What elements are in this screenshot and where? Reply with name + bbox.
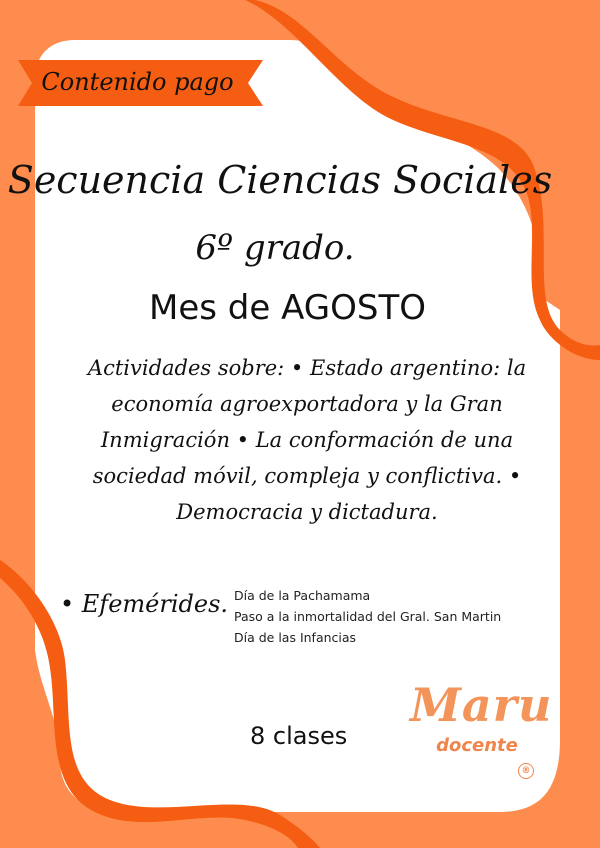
efemeride-item: Día de la Pachamama bbox=[234, 588, 371, 603]
logo-docente-text: docente bbox=[436, 735, 518, 756]
logo-maru-text: Maru bbox=[410, 678, 553, 732]
registered-mark-icon: ® bbox=[518, 763, 534, 779]
efemerides-list bbox=[234, 585, 501, 648]
efemeride-item: Día de las Infancias bbox=[234, 630, 357, 645]
paid-content-banner: Contenido pago bbox=[41, 68, 234, 96]
efemerides-label: • Efemérides. bbox=[60, 590, 229, 618]
class-count: 8 clases bbox=[250, 722, 348, 750]
grade-title: 6º grado. bbox=[195, 228, 355, 268]
efemeride-item: Paso a la inmortalidad del Gral. San Martin bbox=[234, 609, 502, 624]
month-title: Mes de AGOSTO bbox=[149, 288, 426, 328]
activities-description: Actividades sobre: • Estado argentino: la economía agroexportadora y la Gran Inmigración • La conformación de una sociedad móvil, compleja y conflictiva. • Democracia y dictadura. bbox=[87, 356, 527, 524]
sequence-title: Secuencia Ciencias Sociales bbox=[7, 158, 553, 202]
